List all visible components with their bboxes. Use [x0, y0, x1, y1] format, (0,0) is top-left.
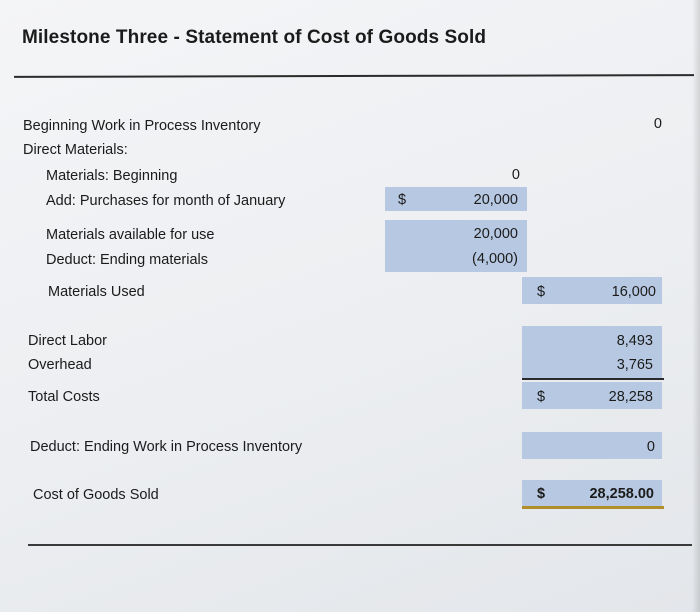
- purchases-label: Add: Purchases for month of January: [46, 193, 286, 209]
- total-costs-value: 28,258: [608, 389, 653, 405]
- materials-beginning-label: Materials: Beginning: [46, 168, 178, 184]
- total-costs-currency: $: [537, 389, 546, 405]
- ending-materials-value: (4,000): [472, 251, 518, 267]
- statement-title: Milestone Three - Statement of Cost of Goods Sold: [22, 27, 487, 48]
- materials-used-value: 16,000: [611, 284, 656, 300]
- cogs-label: Cost of Goods Sold: [33, 487, 159, 503]
- cogs-double-underline: [522, 506, 664, 509]
- materials-available-value: 20,000: [473, 226, 518, 242]
- materials-available-label: Materials available for use: [46, 227, 215, 243]
- page-edge-shadow: [692, 0, 700, 612]
- purchases-currency: $: [398, 192, 407, 208]
- ending-wip-label: Deduct: Ending Work in Process Inventory: [30, 439, 303, 455]
- direct-materials-label: Direct Materials:: [23, 142, 128, 158]
- cogs-currency: $: [537, 486, 546, 502]
- materials-beginning-value[interactable]: 0: [511, 167, 520, 183]
- bottom-divider: [28, 544, 692, 546]
- ending-wip-value: 0: [646, 439, 655, 455]
- overhead-label: Overhead: [28, 357, 92, 373]
- beginning-wip-value[interactable]: 0: [653, 116, 662, 132]
- title-divider: [14, 74, 694, 78]
- cogs-value: 28,258.00: [589, 486, 654, 502]
- materials-used-label: Materials Used: [48, 284, 145, 300]
- materials-used-currency: $: [537, 284, 546, 300]
- purchases-value: 20,000: [473, 192, 518, 208]
- ending-materials-label: Deduct: Ending materials: [46, 252, 208, 268]
- overhead-underline: [522, 378, 664, 380]
- direct-labor-value: 8,493: [616, 333, 653, 349]
- beginning-wip-label: Beginning Work in Process Inventory: [23, 118, 261, 134]
- overhead-value: 3,765: [616, 357, 653, 373]
- total-costs-label: Total Costs: [28, 389, 100, 405]
- direct-labor-label: Direct Labor: [28, 333, 107, 349]
